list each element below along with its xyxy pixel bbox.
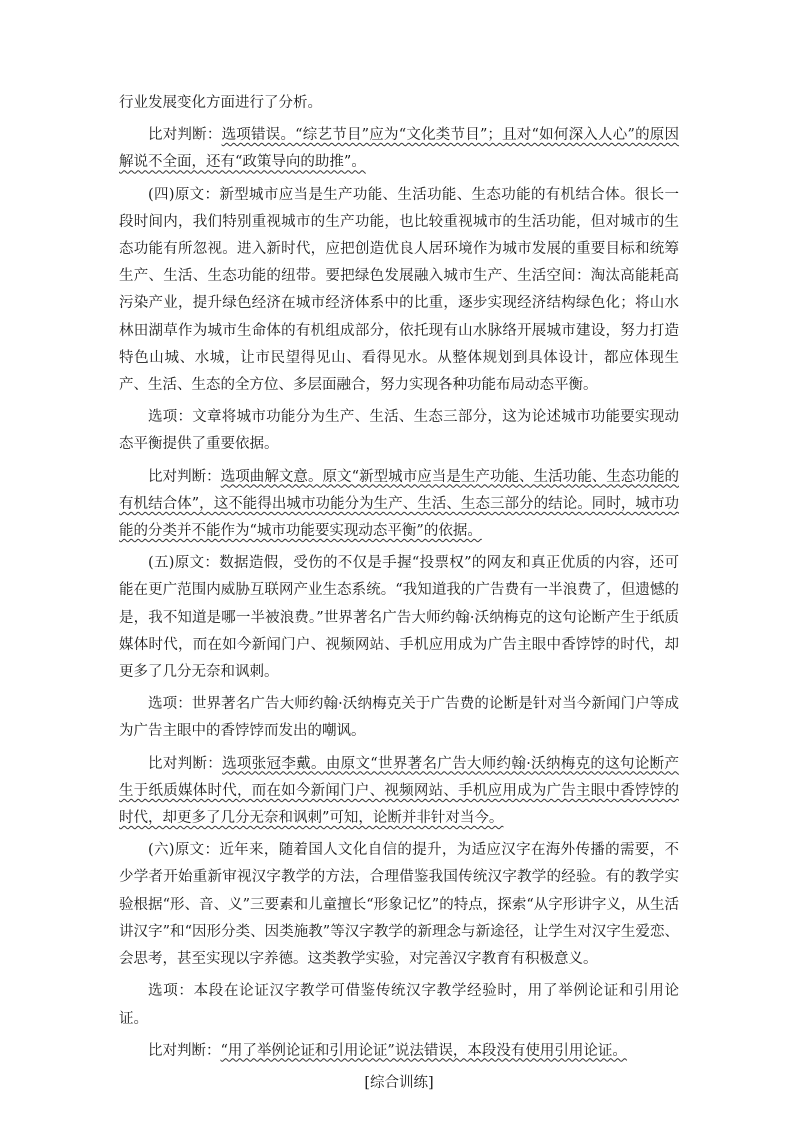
judgment-label: 比对判断： <box>148 1042 221 1059</box>
original-text-5 <box>119 550 679 686</box>
judgment-label: 比对判断： <box>148 468 221 485</box>
original-text-4 <box>119 182 679 400</box>
original-label: (四)原文： <box>148 186 220 203</box>
option-text: 世界著名广告大师约翰·沃纳梅克关于广告费的论断是针对当今新闻门户等成为广告主眼中的香饽饽而发出的嘲讽。 <box>119 696 680 740</box>
comparison-judgment-5 <box>119 751 679 833</box>
original-label: (六)原文： <box>148 842 220 859</box>
original-text: 新型城市应当是生产功能、生活功能、生态功能的有机结合体。很长一段时间内，我们特别重视城市的生产功能，也比较重视城市的生活功能，但对城市的生态功能有所忽视。进入新时代，应把创造优良人居环境作为城市发展的重要目标和统筹生产、生活、生态功能的纽带。要把绿色发展融入城市生产、生活空间：淘汰高能耗高污染产业，提升绿色经济在城市经济体系中的比重，逐步实现经济结构绿色化；将山水林田湖草作为城市生命体的有机组成部分，依托现有山水脉络开展城市建设，努力打造特色山城、水城，让市民望得见山、看得见水。从整体规划到具体设计，都应体现生产、生活、生态的全方位、多层面融合，努力实现各种功能布局动态平衡。 <box>119 186 679 394</box>
judgment-label: 比对判断： <box>148 755 223 772</box>
option-label: 选项： <box>148 696 192 713</box>
judgment-text: 选项张冠李戴。由原文“世界著名广告大师约翰·沃纳梅克的这句论断产生于纸质媒体时代，而在如今新闻门户、视频网站、手机应用成为广告主眼中香饽饽的时代，却更多了几分无奈和讽刺”可知，论断并非针对当今。 <box>119 755 679 827</box>
original-text-6 <box>119 837 679 973</box>
option-text: 文章将城市功能分为生产、生活、生态三部分，这为论述城市功能要实现动态平衡提供了重要依据。 <box>119 409 680 453</box>
comparison-judgment-3 <box>119 122 679 176</box>
judgment-label: 比对判断： <box>148 127 222 144</box>
option-5 <box>119 691 679 745</box>
original-text: 近年来，随着国人文化自信的提升，为适应汉字在海外传播的需要，不少学者开始重新审视汉字教学的方法，合理借鉴我国传统汉字教学的经验。有的教学实验根据“形、音、义”三要素和儿童擅长“形象记忆”的特点，探索“从字形讲字义，从生活讲汉字”和“因形分类、因类施教”等汉字教学的新理念与新途径，让学生对汉字生爱恋、会思考，甚至实现以字养德。这类教学实验，对完善汉字教育有积极意义。 <box>119 842 679 968</box>
option-label: 选项： <box>148 409 193 426</box>
judgment-text: “用了举例论证和引用论证”说法错误，本段没有使用引用论证。 <box>220 1042 627 1059</box>
comparison-judgment-6 <box>119 1038 679 1065</box>
judgment-text: 选项曲解文意。原文“新型城市应当是生产功能、生活功能、生态功能的有机结合体”，这不能得出城市功能分为生产、生活、生态三部分的结论。同时，城市功能的分类并不能作为“城市功能要实现动态平衡”的依据。 <box>119 468 679 540</box>
option-6 <box>119 978 679 1032</box>
option-4 <box>119 404 679 458</box>
comparison-judgment-4 <box>119 464 679 546</box>
judgment-text: 选项错误。“综艺节目”应为“文化类节目”；且对“如何深入人心”的原因解说不全面，还有“政策导向的助推”。 <box>119 127 680 171</box>
option-text: 本段在论证汉字教学可借鉴传统汉字教学经验时，用了举例论证和引用论证。 <box>119 983 680 1027</box>
option-label: 选项： <box>148 983 194 1000</box>
original-label: (五)原文： <box>148 555 220 572</box>
paragraph-continuation <box>119 90 679 117</box>
original-text: 数据造假，受伤的不仅是手握“投票权”的网友和真正优质的内容，还可能在更广范围内威胁互联网产业生态系统。“我知道我的广告费有一半浪费了，但遗憾的是，我不知道是哪一半被浪费。”世界著名广告大师约翰·沃纳梅克的这句论断产生于纸质媒体时代，而在如今新闻门户、视频网站、手机应用成为广告主眼中香饽饽的时代，却更多了几分无奈和讽刺。 <box>119 555 679 681</box>
section-title: [综合训练] <box>364 1074 434 1091</box>
document-page <box>119 90 679 1097</box>
paragraph-text: 行业发展变化方面进行了分析。 <box>119 95 322 111</box>
